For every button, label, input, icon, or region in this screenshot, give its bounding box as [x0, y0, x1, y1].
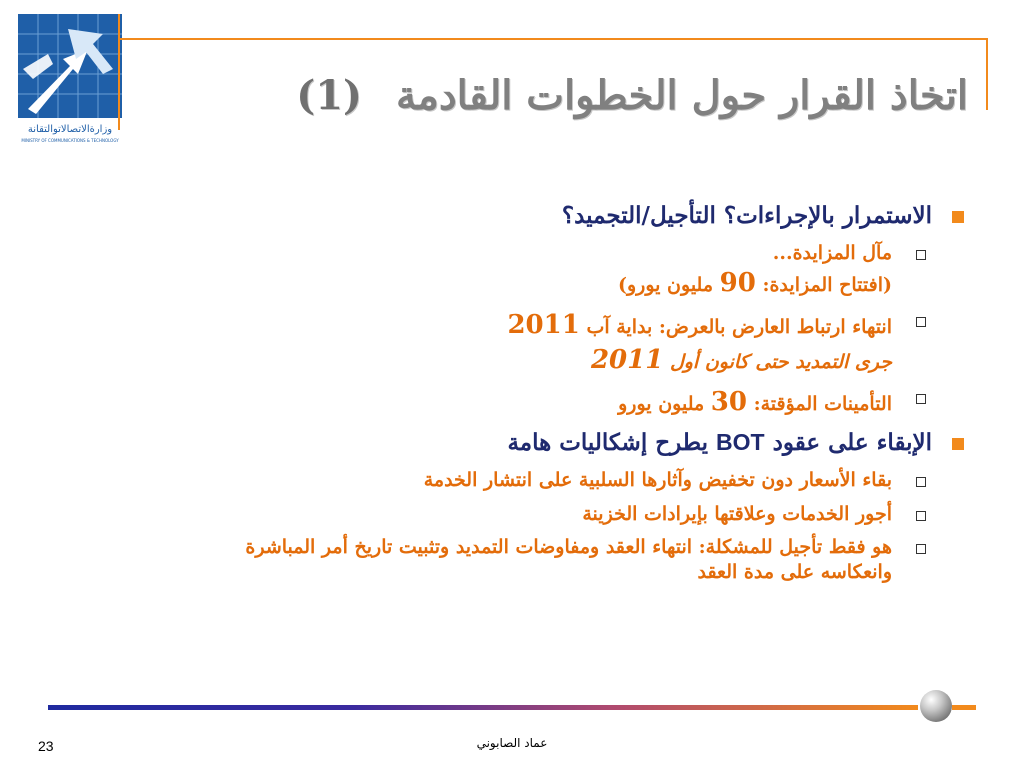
footer-orange-line [952, 705, 976, 710]
square-bullet-icon [952, 438, 964, 450]
square-bullet-icon [952, 211, 964, 223]
sub-bullet-line: هو فقط تأجيل للمشكلة: انتهاء العقد ومفاوضات التمديد وتثبيت تاريخ أمر المباشرة [245, 535, 892, 558]
sub-bullet-line [104, 385, 892, 419]
header-frame-left [118, 14, 120, 130]
slide-content [104, 200, 964, 593]
header-frame-top [118, 38, 988, 40]
bullet-text: الاستمرار بالإجراءات؟ التأجيل/التجميد؟ [561, 202, 932, 229]
hollow-square-bullet-icon [916, 317, 926, 327]
year-2011: 2011 [590, 344, 664, 375]
sub-bullet-line: وانعكاسه على مدة العقد [697, 560, 892, 583]
sub-bullet-temporary-guarantees [104, 385, 964, 419]
footer-author: عماد الصابوني [476, 736, 548, 750]
text-fragment: التأمينات المؤقتة: [746, 393, 892, 416]
sub-bullet-line [104, 343, 892, 377]
number-30: 30 [710, 387, 747, 418]
sub-bullet-prices [104, 468, 964, 493]
hollow-square-bullet-icon [916, 394, 926, 404]
text-fragment: الإبقاء على عقود [764, 429, 932, 457]
sub-bullet-auction-outcome [104, 241, 964, 300]
year-2011: 2011 [507, 310, 580, 341]
sub-bullet-line [104, 308, 892, 342]
slide-title-number: (1) [296, 72, 362, 119]
hollow-square-bullet-icon [916, 250, 926, 260]
text-fragment: مليون يورو [618, 393, 711, 416]
ministry-logo [18, 14, 122, 146]
text-fragment: (افتتاح المزايدة: [755, 274, 892, 297]
slide-title [296, 72, 968, 119]
header-frame-right [986, 40, 988, 110]
number-90: 90 [719, 268, 756, 299]
hollow-square-bullet-icon [916, 544, 926, 554]
hollow-square-bullet-icon [916, 477, 926, 487]
sub-bullet-line: أجور الخدمات وعلاقتها بإيرادات الخزينة [582, 502, 892, 525]
text-fragment: جرى التمديد حتى كانون أول [663, 350, 892, 373]
text-fragment: يطرح إشكاليات هامة [507, 429, 717, 457]
logo-emblem-icon [18, 14, 122, 146]
slide-title-text: اتخاذ القرار حول الخطوات القادمة [395, 72, 968, 119]
bullet-keep-bot-contracts [104, 427, 964, 458]
sub-bullet-bidder-commitment [104, 308, 964, 377]
footer-sphere-icon [920, 690, 952, 722]
bot-term: BOT [716, 429, 765, 456]
sub-bullet-postponement [104, 535, 964, 585]
footer-gradient-line [48, 705, 918, 710]
sub-bullet-line: بقاء الأسعار دون تخفيض وآثارها السلبية على انتشار الخدمة [423, 469, 892, 492]
hollow-square-bullet-icon [916, 511, 926, 521]
logo-english-text: MINISTRY OF COMMUNICATIONS & TECHNOLOGY [21, 138, 119, 143]
bullet-continue-procedures [104, 200, 964, 231]
slide-number: 23 [38, 738, 54, 754]
sub-bullet-service-fees [104, 502, 964, 527]
text-fragment: انتهاء ارتباط العارض بالعرض: بداية آب [579, 316, 892, 339]
sub-bullet-line: مآل المزايدة... [772, 242, 892, 265]
sub-bullet-line [104, 266, 892, 300]
text-fragment: مليون يورو) [618, 274, 720, 297]
logo-arabic-text: وزارةالاتصالاتوالتقانة [27, 124, 113, 135]
